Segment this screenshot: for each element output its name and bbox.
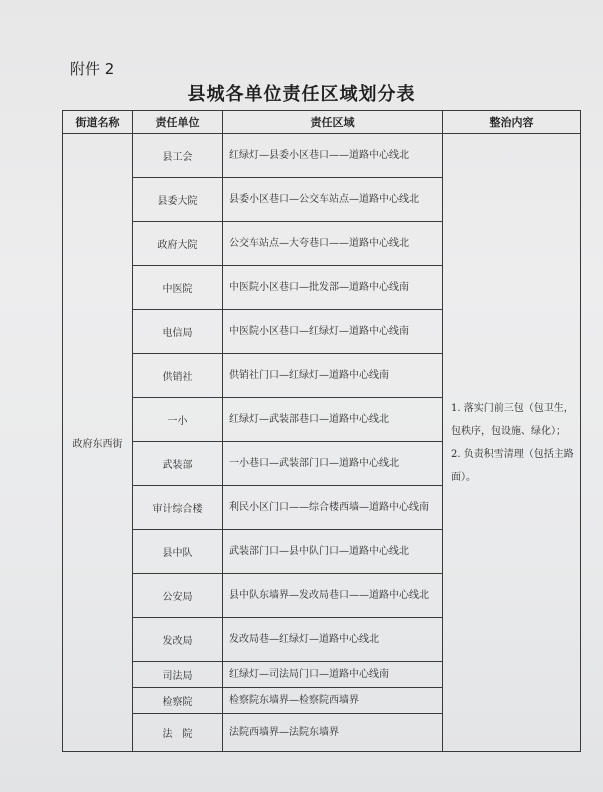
- area-cell: 红绿灯—县委小区巷口——道路中心线北: [223, 134, 443, 178]
- area-cell: 县委小区巷口—公交车站点—道路中心线北: [223, 178, 443, 222]
- unit-cell: 审计综合楼: [133, 486, 223, 530]
- area-cell: 一小巷口—武装部门口—道路中心线北: [223, 442, 443, 486]
- unit-cell: 发改局: [133, 618, 223, 662]
- area-cell: 供销社门口—红绿灯—道路中心线南: [223, 354, 443, 398]
- header-unit: 责任单位: [133, 111, 223, 134]
- unit-cell: 政府大院: [133, 222, 223, 266]
- unit-cell: 县委大院: [133, 178, 223, 222]
- document-title: 县城各单位责任区域划分表: [187, 84, 416, 105]
- unit-cell: 武装部: [133, 442, 223, 486]
- area-cell: 武装部门口—县中队门口—道路中心线北: [223, 530, 443, 574]
- header-street: 街道名称: [63, 111, 133, 134]
- unit-cell: 公安局: [133, 574, 223, 618]
- area-cell: 红绿灯—司法局门口—道路中心线南: [223, 662, 443, 688]
- unit-cell: 县工会: [133, 134, 223, 178]
- area-cell: 中医院小区巷口—批发部—道路中心线南: [223, 266, 443, 310]
- area-cell: 法院西墙界—法院东墙界: [223, 714, 443, 752]
- street-name-cell: 政府东西街: [63, 134, 133, 752]
- unit-cell: 司法局: [133, 662, 223, 688]
- unit-cell: 法 院: [133, 714, 223, 752]
- unit-cell: 中医院: [133, 266, 223, 310]
- header-content: 整治内容: [443, 111, 581, 134]
- area-cell: 县中队东墙界—发改局巷口——道路中心线北: [223, 574, 443, 618]
- area-cell: 中医院小区巷口—红绿灯—道路中心线南: [223, 310, 443, 354]
- table-row: [63, 134, 581, 178]
- table-header-row: [63, 111, 581, 134]
- unit-cell: 供销社: [133, 354, 223, 398]
- attachment-label: 附件 2: [70, 60, 115, 78]
- header-area: 责任区域: [223, 111, 443, 134]
- area-cell: 检察院东墙界—检察院西墙界: [223, 688, 443, 714]
- unit-cell: 一小: [133, 398, 223, 442]
- unit-cell: 电信局: [133, 310, 223, 354]
- area-cell: 发改局巷—红绿灯—道路中心线北: [223, 618, 443, 662]
- unit-cell: 检察院: [133, 688, 223, 714]
- area-cell: 利民小区门口——综合楼西墙—道路中心线南: [223, 486, 443, 530]
- table-body: [63, 134, 581, 752]
- area-cell: 公交车站点—大夸巷口——道路中心线北: [223, 222, 443, 266]
- responsibility-table: [62, 110, 581, 752]
- area-cell: 红绿灯—武装部巷口—道路中心线北: [223, 398, 443, 442]
- unit-cell: 县中队: [133, 530, 223, 574]
- remediation-content-cell: 1. 落实门前三包（包卫生，包秩序，包设施、绿化）； 2. 负责积雪清理（包括主路面）。: [443, 134, 581, 752]
